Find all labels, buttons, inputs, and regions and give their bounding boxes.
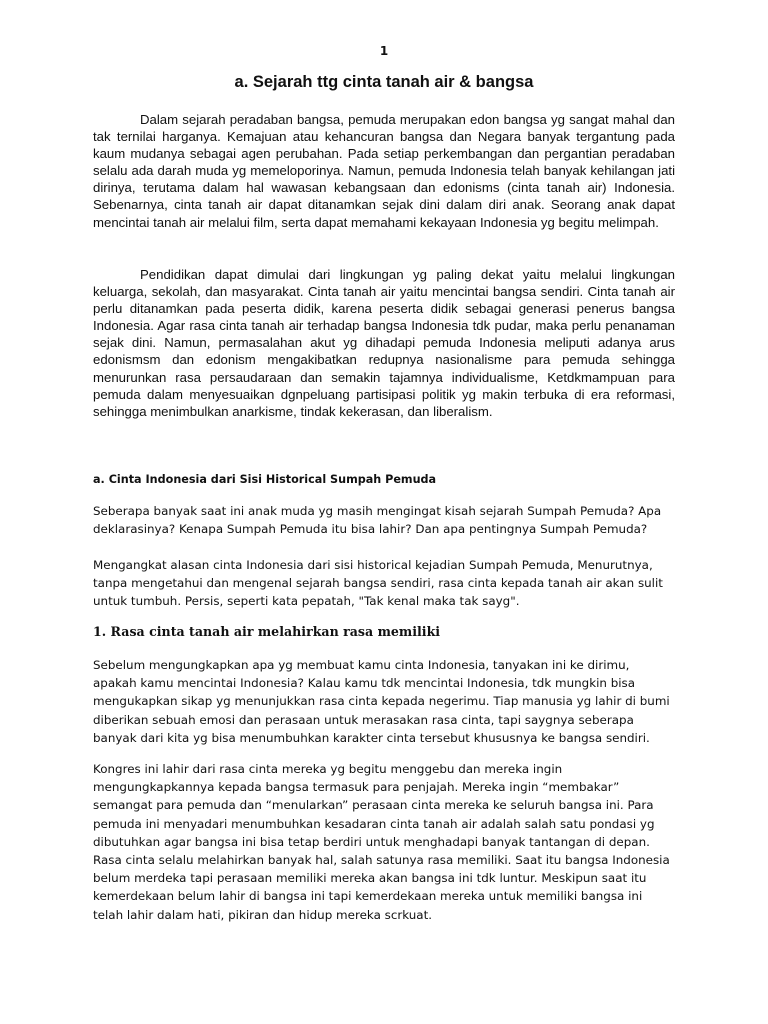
- page-number: 1: [379, 44, 389, 58]
- paragraph-history: Dalam sejarah peradaban bangsa, pemuda merupakan edon bangsa yg sangat mahal dan tak ternilai harganya. Kemajuan atau kehancuran bangsa dan Negara banyak tergantung pada kaum mudanya sebagai agen perubahan. Pada setiap perkembangan dan pergantian peradaban selalu ada darah muda yg memeloporinya. Namun, pemuda Indonesia telah banyak kehilangan jati dirinya, terutama dalam hal wawasan kebangsaan dan edonisms (cinta tanah air) Indonesia. Sebenarnya, cinta tanah air dapat ditanamkan sejak dini dalam diri anak. Seorang anak dapat mencintai tanah air melalui film, serta dapat memahami kekayaan Indonesia yg begitu melimpah.: [93, 112, 675, 230]
- section-heading-sense-of-belonging: 1. Rasa cinta tanah air melahirkan rasa memiliki: [93, 624, 441, 639]
- section-heading-sumpah-pemuda: a. Cinta Indonesia dari Sisi Historical Sumpah Pemuda: [93, 473, 437, 486]
- paragraph-education: Pendidikan dapat dimulai dari lingkungan yg paling dekat yaitu melalui lingkungan keluarga, sekolah, dan masyarakat. Cinta tanah air yaitu mencintai bangsa sendiri. Cinta tanah air perlu ditanamkan pada peserta didik, karena peserta didik sebagai generasi penerus bangsa Indonesia. Agar rasa cinta tanah air terhadap bangsa Indonesia tdk pudar, maka perlu penanaman sejak dini. Namun, permasalahan akut yg dihadapi pemuda Indonesia meliputi adanya arus edonismsm dan edonism mengakibatkan redupnya nasionalisme para pemuda sehingga menurunkan rasa persaudaraan dan semakin tajamnya individualisme, Ketdkmampuan para pemuda dalam menyesuaikan dgnpeluang partisipasi politik yg makin terbuka di era reformasi, sehingga menimbulkan anarkisme, tindak kekerasan, dan liberalism.: [93, 267, 675, 419]
- paragraph-congress: Kongres ini lahir dari rasa cinta mereka yg begitu menggebu dan mereka ingin mengungkapkannya kepada bangsa termasuk para penjajah. Mereka ingin “membakar” semangat para pemuda dan “menularkan” perasaan cinta mereka ke seluruh bangsa ini. Para pemuda ini menyadari menumbuhkan kesadaran cinta tanah air adalah salah satu pondasi yg dibutuhkan agar bangsa ini bisa tetap berdiri untuk menghadapi banyak tantangan di depan. Rasa cinta selalu melahirkan banyak hal, salah satunya rasa memiliki. Saat itu bangsa Indonesia belum merdeka tapi perasaan memiliki mereka akan bangsa ini tdk luntur. Meskipun saat itu kemerdekaan belum lahir di bangsa ini tapi kemerdekaan mereka untuk memiliki bangsa ini telah lahir dalam hati, pikiran dan hidup mereka scrkuat.: [93, 762, 670, 922]
- paragraph-questions: Seberapa banyak saat ini anak muda yg masih mengingat kisah sejarah Sumpah Pemuda? Apa deklarasinya? Kenapa Sumpah Pemuda itu bisa lahir? Dan apa pentingnya Sumpah Pemuda?: [93, 504, 662, 537]
- paragraph-historical-reason: Mengangkat alasan cinta Indonesia dari sisi historical kejadian Sumpah Pemuda, Menurutnya, tanpa mengetahui dan mengenal sejarah bangsa sendiri, rasa cinta kepada tanah air akan sulit untuk tumbuh. Persis, seperti kata pepatah, "Tak kenal maka tak sayg".: [93, 558, 663, 609]
- page-title: a. Sejarah ttg cinta tanah air & bangsa: [234, 73, 534, 91]
- paragraph-before-expressing: Sebelum mengungkapkan apa yg membuat kamu cinta Indonesia, tanyakan ini ke dirimu, apakah kamu mencintai Indonesia? Kalau kamu tdk mencintai Indonesia, tdk mungkin bisa mengukapkan sikap yg menunjukkan rasa cinta kepada negerimu. Tiap manusia yg lahir di bumi diberikan sebuah emosi dan perasaan untuk merasakan rasa cinta, tapi saygnya seberapa banyak dari kita yg bisa menumbuhkan karakter cinta tersebut khususnya ke bangsa sendiri.: [93, 658, 670, 745]
